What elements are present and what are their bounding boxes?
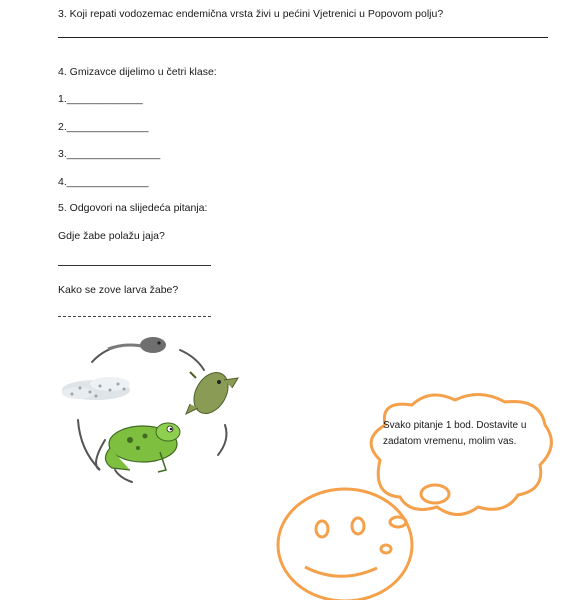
adult-frog-icon (105, 423, 180, 472)
answer-number: 3. (58, 148, 67, 160)
answer-blank: ________________ (66, 148, 161, 160)
smiley-face-icon (278, 489, 412, 600)
question-3: 3. Koji repati vodozemac endemična vrsta živi u pećini Vjetrenici u Popovom polju? (58, 8, 444, 20)
frog-eggs-icon (62, 377, 130, 400)
answer-blank: ______________ (66, 121, 149, 133)
answer-number: 4. (58, 176, 67, 188)
question-4: 4. Gmizavce dijelimo u četri klase: (58, 66, 217, 78)
answer-blank: _____________ (66, 93, 143, 105)
question-5: 5. Odgovori na slijedeća pitanja: (58, 202, 208, 214)
answer-number: 2. (58, 121, 67, 133)
thought-cloud-icon (371, 394, 551, 527)
sub-question-2: Kako se zove larva žabe? (58, 284, 179, 296)
answer-blank: ______________ (66, 176, 149, 188)
answer-number: 1. (58, 93, 67, 105)
instruction-note: Svako pitanje 1 bod. Dostavite u zadatom vremenu, molim vas. (383, 420, 527, 447)
frog-lifecycle-illustration (62, 337, 238, 482)
froglet-icon (186, 366, 238, 419)
sub-question-1: Gdje žabe polažu jaja? (58, 230, 165, 242)
tadpole-icon (108, 337, 166, 353)
